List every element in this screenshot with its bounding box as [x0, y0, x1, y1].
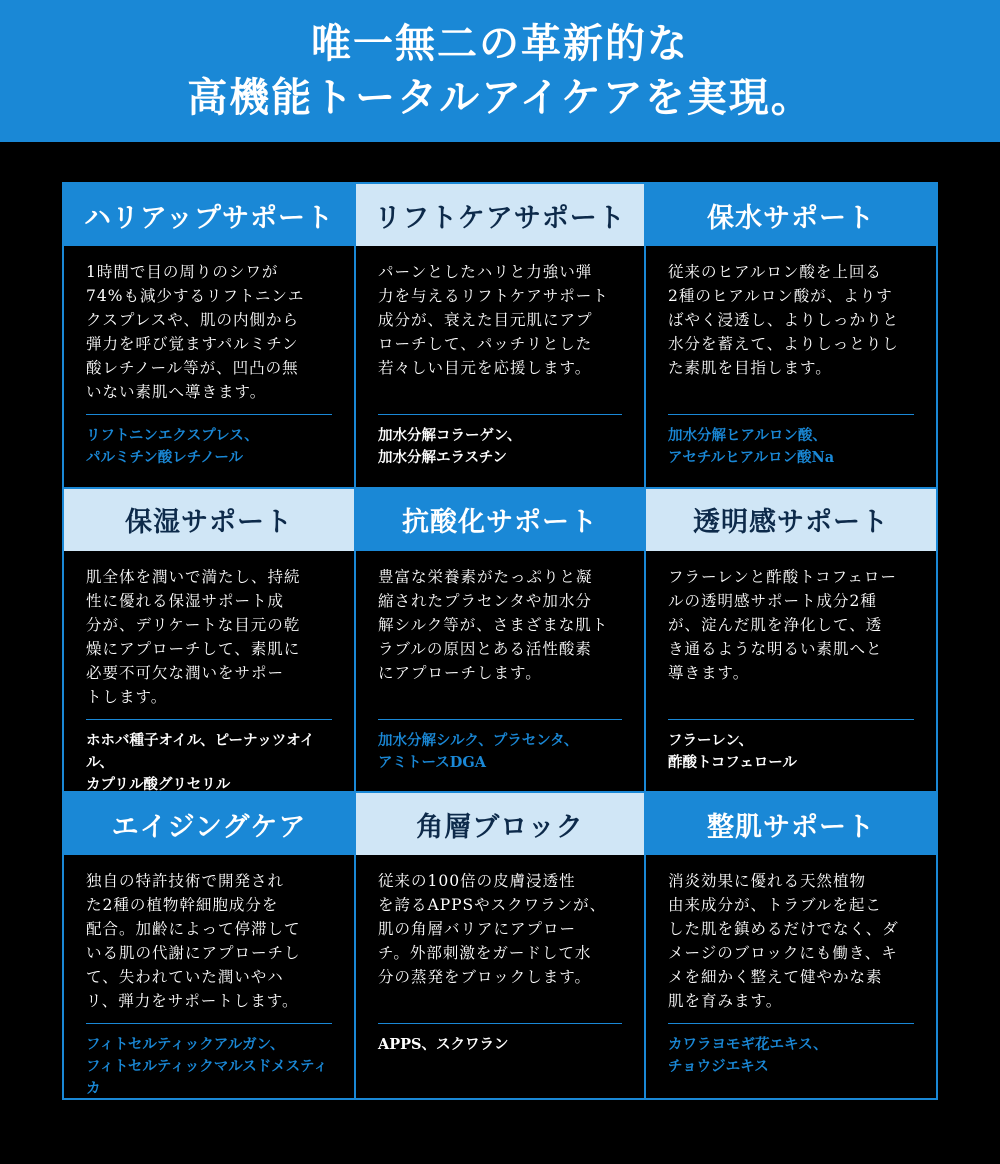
card-title: リフトケアサポート — [356, 184, 644, 246]
description-line: にアプローチします。 — [378, 663, 542, 682]
description-line: 力を与えるリフトケアサポート — [378, 287, 609, 305]
description-line: 若々しい目元を応援します。 — [378, 359, 592, 377]
description-line: フラーレンと酢酸トコフェロー — [668, 567, 897, 586]
card-description — [86, 260, 332, 414]
description-line: 74%も減少するリフトニンエ — [86, 287, 305, 305]
description-line: を誇るAPPSやスクワランが、 — [378, 896, 607, 915]
ingredient-line: フィトセルティックマルスドメスティカ — [86, 1058, 328, 1098]
title-banner — [0, 0, 1000, 142]
ingredient-line: 加水分解ヒアルロン酸、 — [668, 427, 827, 444]
ingredient-line: 酢酸トコフェロール — [668, 753, 797, 771]
card-description — [378, 565, 622, 719]
divider — [378, 1023, 622, 1024]
description-line: 縮されたプラセンタや加水分 — [378, 591, 592, 610]
ingredient-line: 加水分解コラーゲン、 — [378, 427, 522, 444]
card-description — [378, 869, 622, 1023]
description-line: 豊富な栄養素がたっぷりと凝 — [378, 567, 593, 586]
ingredient-line: アセチルヒアルロン酸Na — [668, 449, 835, 466]
description-line: クスプレスや、肌の内側から — [86, 311, 299, 329]
card-title: 角層ブロック — [356, 793, 644, 855]
ingredient-line: リフトニンエクスプレス、 — [86, 427, 259, 444]
description-line: メを細かく整えて健やかな素 — [668, 968, 883, 987]
ingredient-line: カワラヨモギ花エキス、 — [668, 1036, 828, 1054]
card-description — [86, 565, 332, 719]
description-line: ばやく浸透し、よりしっかりと — [668, 311, 900, 329]
ingredient-list — [86, 730, 332, 794]
description-line: が、淀んだ肌を浄化して、透 — [668, 615, 883, 634]
description-line: 成分が、衰えた目元肌にアプ — [378, 311, 593, 329]
card-title: エイジングケア — [64, 793, 354, 855]
description-line: 水分を蓄えて、よりしっとりし — [668, 335, 899, 353]
ingredient-line: フラーレン、 — [668, 731, 754, 749]
card-description — [668, 869, 914, 1023]
description-line: 弾力を呼び覚ますパルミチン — [86, 335, 299, 353]
title-line-2: 高機能トータルアイケアを実現。 — [187, 75, 813, 121]
support-card — [356, 489, 646, 794]
description-line: いない素肌へ導きます。 — [86, 383, 267, 401]
ingredient-list — [378, 730, 622, 774]
ingredient-list — [668, 730, 914, 774]
divider — [86, 719, 332, 720]
description-line: 分の蒸発をブロックします。 — [378, 968, 591, 987]
ingredient-line: 加水分解シルク、プラセンタ、 — [378, 731, 579, 749]
support-card — [646, 489, 936, 794]
description-line: 必要不可欠な潤いをサポー — [86, 663, 285, 682]
card-description — [86, 869, 332, 1023]
support-card — [356, 184, 646, 489]
divider — [668, 1023, 914, 1024]
description-line: ラブルの原因とある活性酸素 — [378, 639, 592, 658]
description-line: 1時間で目の周りのシワが — [86, 263, 279, 281]
ingredient-list — [86, 1034, 332, 1098]
description-line: 配合。加齢によって停滞して — [86, 920, 301, 939]
description-line: 肌の角層バリアにアプロー — [378, 920, 577, 939]
ingredient-line: APPS、スクワラン — [378, 1036, 509, 1054]
divider — [86, 414, 332, 415]
card-title: 抗酸化サポート — [356, 489, 644, 551]
description-line: 従来の100倍の皮膚浸透性 — [378, 872, 576, 891]
description-line: チ。外部刺激をガードして水 — [378, 944, 592, 963]
support-grid — [62, 182, 938, 1100]
support-card — [646, 184, 936, 489]
description-line: 分が、デリケートな目元の乾 — [86, 615, 301, 634]
description-line: 由来成分が、トラブルを起こ — [668, 896, 882, 915]
description-line: ローチして、パッチリとした — [378, 335, 593, 353]
description-line: て、失われていた潤いやハ — [86, 968, 284, 987]
ingredient-line: ホホバ種子オイル、ピーナッツオイル、 — [86, 731, 315, 771]
description-line: 酸レチノール等が、凹凸の無 — [86, 359, 299, 377]
ingredient-line: チョウジエキス — [668, 1058, 769, 1076]
description-line: 解シルク等が、さまざまな肌ト — [378, 615, 609, 634]
description-line: 独自の特許技術で開発され — [86, 872, 285, 891]
support-card — [64, 489, 356, 794]
card-title: 保湿サポート — [64, 489, 354, 551]
ingredient-list — [668, 425, 914, 469]
card-description — [668, 260, 914, 414]
divider — [668, 414, 914, 415]
description-line: 性に優れる保湿サポート成 — [86, 591, 285, 610]
support-card — [646, 793, 936, 1098]
support-card — [64, 793, 356, 1098]
description-line: 燥にアプローチして、素肌に — [86, 639, 301, 658]
description-line: トします。 — [86, 687, 168, 706]
ingredient-list — [86, 425, 332, 469]
description-line: メージのブロックにも働き、キ — [668, 944, 898, 963]
ingredient-line: アミトースDGA — [378, 753, 486, 771]
card-title: 保水サポート — [646, 184, 936, 246]
description-line: 消炎効果に優れる天然植物 — [668, 872, 867, 891]
description-line: 肌を育みます。 — [668, 992, 783, 1011]
description-line: パーンとしたハリと力強い弾 — [378, 263, 593, 281]
description-line: 2種のヒアルロン酸が、よりす — [668, 287, 893, 305]
title-line-1: 唯一無二の革新的な — [311, 21, 689, 67]
card-title: ハリアップサポート — [64, 184, 354, 246]
card-description — [378, 260, 622, 414]
support-card — [64, 184, 356, 489]
ingredient-line: パルミチン酸レチノール — [86, 449, 244, 466]
divider — [378, 414, 622, 415]
card-title: 整肌サポート — [646, 793, 936, 855]
description-line: き通るような明るい素肌へと — [668, 639, 883, 658]
card-description — [668, 565, 914, 719]
ingredient-list — [378, 1034, 622, 1056]
description-line: リ、弾力をサポートします。 — [86, 992, 299, 1011]
ingredient-line: カプリル酸グリセリル — [86, 775, 231, 793]
divider — [86, 1023, 332, 1024]
ingredient-line: 加水分解エラスチン — [378, 449, 508, 466]
support-card — [356, 793, 646, 1098]
description-line: した肌を鎮めるだけでなく、ダ — [668, 920, 899, 939]
card-title: 透明感サポート — [646, 489, 936, 551]
description-line: ルの透明感サポート成分2種 — [668, 591, 877, 610]
description-line: 肌全体を潤いで満たし、持続 — [86, 567, 301, 586]
description-line: た素肌を目指します。 — [668, 359, 832, 377]
divider — [668, 719, 914, 720]
ingredient-list — [668, 1034, 914, 1078]
description-line: た2種の植物幹細胞成分を — [86, 896, 279, 915]
description-line: いる肌の代謝にアプローチし — [86, 944, 301, 963]
description-line: 導きます。 — [668, 663, 750, 682]
ingredient-line: フィトセルティックアルガン、 — [86, 1036, 285, 1054]
ingredient-list — [378, 425, 622, 469]
description-line: 従来のヒアルロン酸を上回る — [668, 263, 882, 281]
divider — [378, 719, 622, 720]
